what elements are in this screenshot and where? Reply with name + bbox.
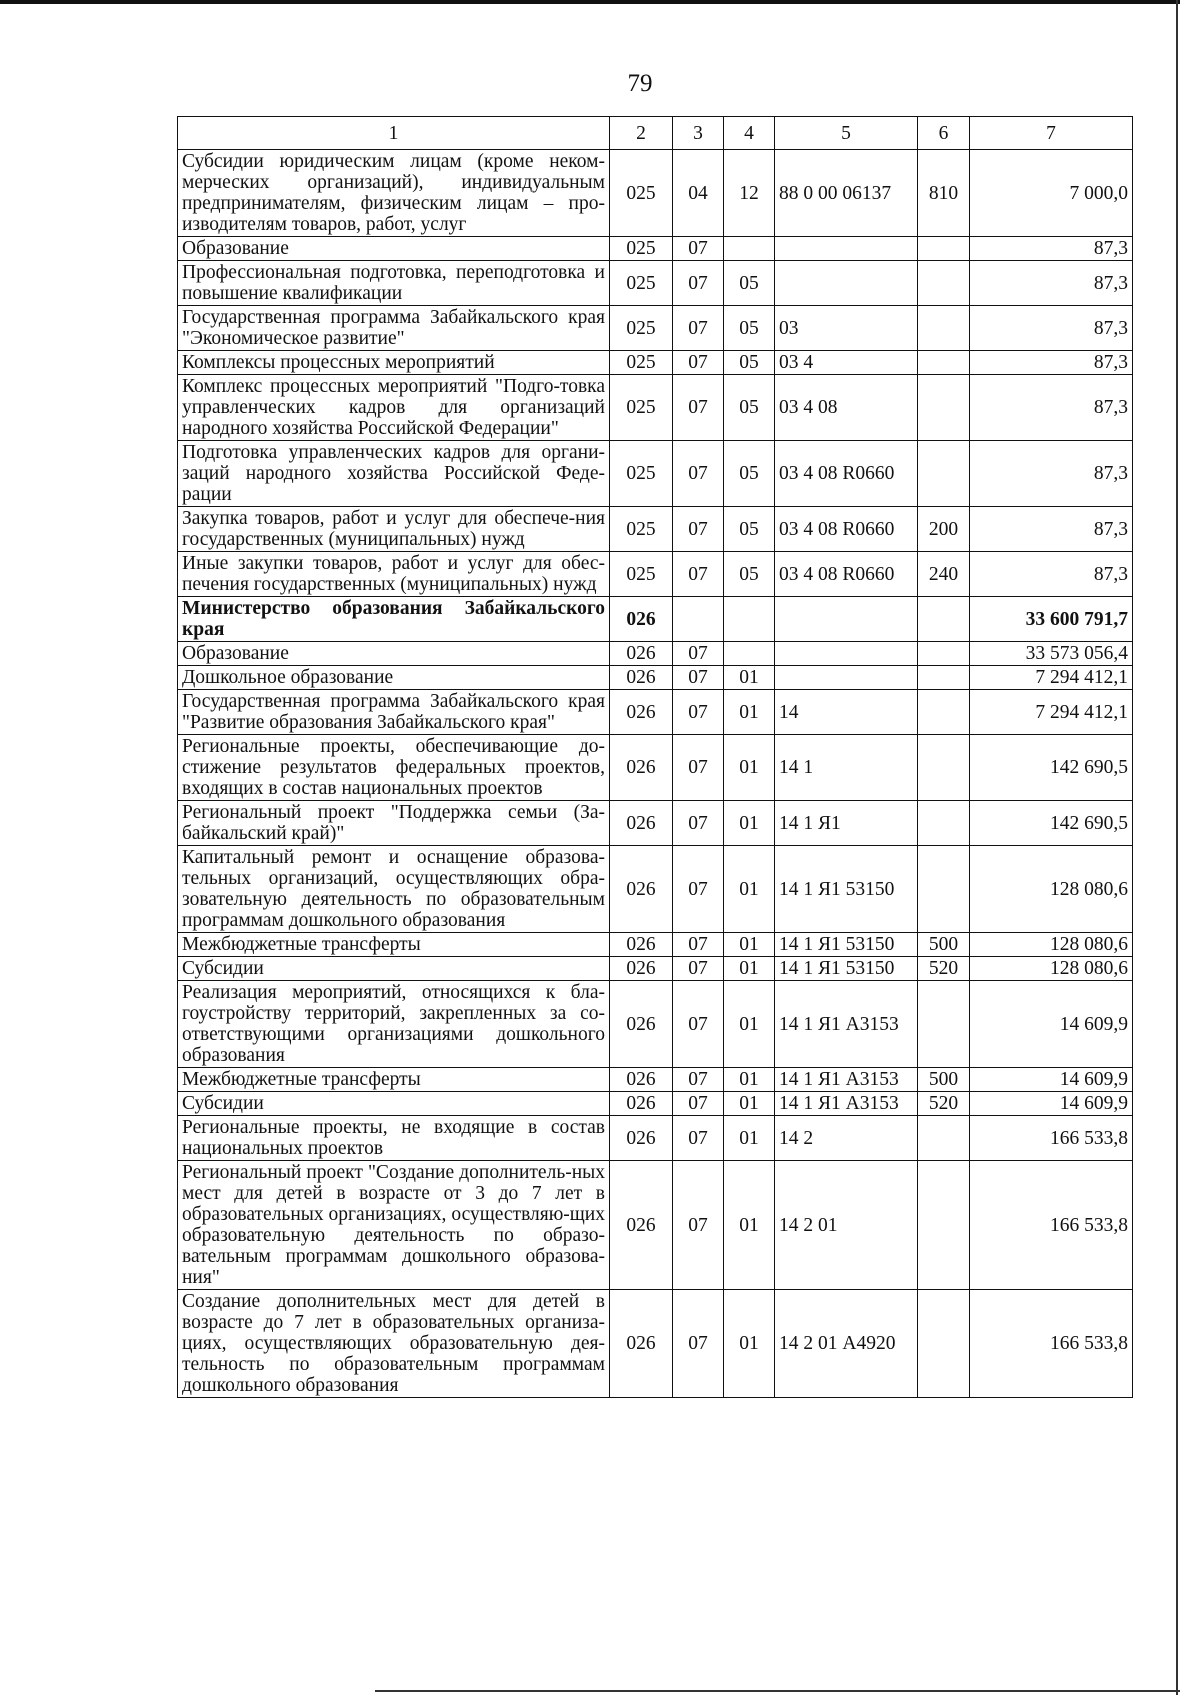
row-grbs: 025 (610, 150, 673, 237)
row-section: 07 (673, 237, 724, 261)
row-subsection: 05 (724, 441, 775, 507)
row-expense-type: 520 (918, 957, 970, 981)
row-name: Субсидии (178, 957, 610, 981)
budget-table (177, 116, 1133, 1398)
row-grbs: 026 (610, 957, 673, 981)
row-target-article: 14 1 Я1 53150 (775, 846, 918, 933)
row-expense-type (918, 735, 970, 801)
row-name: Государственная программа Забайкальского края "Развитие образования Забайкальского края" (178, 690, 610, 735)
row-amount: 7 294 412,1 (970, 666, 1133, 690)
table-row (178, 441, 1133, 507)
row-amount: 166 533,8 (970, 1290, 1133, 1398)
row-grbs: 026 (610, 933, 673, 957)
row-target-article: 88 0 00 06137 (775, 150, 918, 237)
page-border-right (1176, 0, 1178, 1695)
row-target-article (775, 237, 918, 261)
table-row (178, 933, 1133, 957)
table-row (178, 666, 1133, 690)
row-amount: 87,3 (970, 375, 1133, 441)
table-row (178, 981, 1133, 1068)
row-expense-type (918, 441, 970, 507)
row-expense-type (918, 351, 970, 375)
table-row (178, 846, 1133, 933)
row-section: 07 (673, 735, 724, 801)
row-grbs: 025 (610, 237, 673, 261)
row-grbs: 026 (610, 801, 673, 846)
row-subsection (724, 642, 775, 666)
row-section: 07 (673, 981, 724, 1068)
row-expense-type (918, 375, 970, 441)
row-expense-type (918, 306, 970, 351)
row-subsection: 01 (724, 1161, 775, 1290)
row-target-article (775, 597, 918, 642)
row-subsection: 01 (724, 1116, 775, 1161)
row-grbs: 025 (610, 261, 673, 306)
row-amount: 7 294 412,1 (970, 690, 1133, 735)
row-name: Дошкольное образование (178, 666, 610, 690)
row-subsection: 01 (724, 846, 775, 933)
row-grbs: 026 (610, 735, 673, 801)
row-name: Капитальный ремонт и оснащение образова-тельных организаций, осуществляющих обра-зовательную деятельность по образовательным программам дошкольного образования (178, 846, 610, 933)
row-expense-type: 500 (918, 1068, 970, 1092)
row-name: Создание дополнительных мест для детей в возрасте до 7 лет в образовательных организа-циях, осуществляющих образовательную дея-тельность по образовательным программам дошкольного образования (178, 1290, 610, 1398)
row-target-article: 03 (775, 306, 918, 351)
row-amount: 128 080,6 (970, 846, 1133, 933)
column-header: 5 (775, 117, 918, 150)
table-row (178, 507, 1133, 552)
row-subsection: 01 (724, 690, 775, 735)
row-amount: 33 573 056,4 (970, 642, 1133, 666)
row-section: 07 (673, 306, 724, 351)
row-grbs: 025 (610, 441, 673, 507)
row-subsection: 05 (724, 351, 775, 375)
row-subsection: 05 (724, 375, 775, 441)
row-target-article: 03 4 08 R0660 (775, 507, 918, 552)
row-grbs: 025 (610, 306, 673, 351)
row-section: 07 (673, 690, 724, 735)
row-amount: 14 609,9 (970, 1092, 1133, 1116)
row-expense-type (918, 597, 970, 642)
row-subsection: 05 (724, 261, 775, 306)
row-expense-type (918, 666, 970, 690)
row-section: 04 (673, 150, 724, 237)
column-header: 7 (970, 117, 1133, 150)
row-target-article: 14 1 (775, 735, 918, 801)
row-expense-type (918, 801, 970, 846)
row-subsection: 01 (724, 957, 775, 981)
row-name: Региональные проекты, обеспечивающие до-стижение результатов федеральных проектов, входящих в состав национальных проектов (178, 735, 610, 801)
table-row (178, 237, 1133, 261)
row-grbs: 026 (610, 1161, 673, 1290)
row-amount: 14 609,9 (970, 981, 1133, 1068)
table-row (178, 1092, 1133, 1116)
column-header: 4 (724, 117, 775, 150)
row-expense-type (918, 981, 970, 1068)
row-section: 07 (673, 846, 724, 933)
row-target-article: 03 4 08 R0660 (775, 441, 918, 507)
row-name: Подготовка управленческих кадров для органи-заций народного хозяйства Российской Феде-рации (178, 441, 610, 507)
row-target-article (775, 642, 918, 666)
table-row (178, 1068, 1133, 1092)
row-subsection: 12 (724, 150, 775, 237)
column-header: 6 (918, 117, 970, 150)
table-row (178, 351, 1133, 375)
row-subsection: 05 (724, 306, 775, 351)
row-name: Профессиональная подготовка, переподготовка и повышение квалификации (178, 261, 610, 306)
row-subsection (724, 597, 775, 642)
row-amount: 7 000,0 (970, 150, 1133, 237)
row-grbs: 026 (610, 690, 673, 735)
row-grbs: 026 (610, 597, 673, 642)
row-grbs: 026 (610, 1068, 673, 1092)
row-name: Образование (178, 642, 610, 666)
row-section: 07 (673, 375, 724, 441)
table-row (178, 150, 1133, 237)
row-name: Образование (178, 237, 610, 261)
row-section (673, 597, 724, 642)
row-target-article: 03 4 08 (775, 375, 918, 441)
row-expense-type (918, 846, 970, 933)
row-section: 07 (673, 1092, 724, 1116)
row-amount: 142 690,5 (970, 735, 1133, 801)
row-name: Комплексы процессных мероприятий (178, 351, 610, 375)
table-row (178, 735, 1133, 801)
row-target-article: 14 1 Я1 А3153 (775, 1068, 918, 1092)
row-section: 07 (673, 351, 724, 375)
row-target-article: 14 1 Я1 53150 (775, 933, 918, 957)
row-name: Закупка товаров, работ и услуг для обеспече-ния государственных (муниципальных) нужд (178, 507, 610, 552)
row-grbs: 026 (610, 846, 673, 933)
row-amount: 87,3 (970, 351, 1133, 375)
table-row (178, 690, 1133, 735)
row-target-article: 14 2 01 А4920 (775, 1290, 918, 1398)
row-amount: 87,3 (970, 507, 1133, 552)
row-section: 07 (673, 642, 724, 666)
row-grbs: 025 (610, 507, 673, 552)
row-name: Иные закупки товаров, работ и услуг для обес-печения государственных (муниципальных) нужд (178, 552, 610, 597)
row-grbs: 026 (610, 642, 673, 666)
row-amount: 33 600 791,7 (970, 597, 1133, 642)
row-subsection: 01 (724, 735, 775, 801)
row-grbs: 025 (610, 375, 673, 441)
row-section: 07 (673, 957, 724, 981)
page-border-bottom (375, 1690, 1180, 1692)
table-header-row (178, 117, 1133, 150)
row-subsection: 01 (724, 1068, 775, 1092)
row-target-article: 14 2 01 (775, 1161, 918, 1290)
row-grbs: 025 (610, 552, 673, 597)
table-row (178, 1290, 1133, 1398)
column-header: 3 (673, 117, 724, 150)
row-subsection: 01 (724, 666, 775, 690)
row-subsection: 05 (724, 552, 775, 597)
column-header: 2 (610, 117, 673, 150)
row-amount: 87,3 (970, 306, 1133, 351)
row-amount: 87,3 (970, 552, 1133, 597)
row-expense-type: 200 (918, 507, 970, 552)
row-name: Региональный проект "Поддержка семьи (За-байкальский край)" (178, 801, 610, 846)
row-expense-type (918, 261, 970, 306)
table-row (178, 642, 1133, 666)
row-expense-type: 810 (918, 150, 970, 237)
row-name: Министерство образования Забайкальского края (178, 597, 610, 642)
row-amount: 87,3 (970, 261, 1133, 306)
row-subsection: 01 (724, 1290, 775, 1398)
row-expense-type (918, 1161, 970, 1290)
row-target-article (775, 666, 918, 690)
row-amount: 87,3 (970, 441, 1133, 507)
row-amount: 87,3 (970, 237, 1133, 261)
row-target-article: 14 2 (775, 1116, 918, 1161)
row-subsection: 05 (724, 507, 775, 552)
row-target-article: 14 1 Я1 (775, 801, 918, 846)
row-target-article: 03 4 (775, 351, 918, 375)
row-name: Реализация мероприятий, относящихся к бла-гоустройству территорий, закрепленных за со-ответствующими организациями дошкольного образования (178, 981, 610, 1068)
column-header: 1 (178, 117, 610, 150)
row-name: Региональный проект "Создание дополнитель-ных мест для детей в возрасте от 3 до 7 лет в образовательных организациях, осуществляю-щих образовательную деятельность по образо-вательным программам дошкольного образова-ния" (178, 1161, 610, 1290)
row-name: Субсидии юридическим лицам (кроме неком-мерческих организаций), индивидуальным предпринимателям, физическим лицам – про-изводителям товаров, работ, услуг (178, 150, 610, 237)
row-section: 07 (673, 441, 724, 507)
row-expense-type: 520 (918, 1092, 970, 1116)
row-subsection: 01 (724, 933, 775, 957)
row-target-article: 03 4 08 R0660 (775, 552, 918, 597)
table-row (178, 597, 1133, 642)
row-grbs: 025 (610, 351, 673, 375)
row-grbs: 026 (610, 1092, 673, 1116)
row-section: 07 (673, 1116, 724, 1161)
row-amount: 14 609,9 (970, 1068, 1133, 1092)
row-name: Межбюджетные трансферты (178, 933, 610, 957)
row-section: 07 (673, 552, 724, 597)
row-grbs: 026 (610, 981, 673, 1068)
row-amount: 128 080,6 (970, 957, 1133, 981)
row-name: Межбюджетные трансферты (178, 1068, 610, 1092)
row-name: Государственная программа Забайкальского края "Экономическое развитие" (178, 306, 610, 351)
page-number: 79 (627, 70, 653, 97)
row-section: 07 (673, 507, 724, 552)
row-section: 07 (673, 666, 724, 690)
row-expense-type (918, 642, 970, 666)
row-subsection (724, 237, 775, 261)
row-section: 07 (673, 1161, 724, 1290)
row-expense-type (918, 1116, 970, 1161)
table-row (178, 801, 1133, 846)
table-row (178, 1116, 1133, 1161)
table-row (178, 552, 1133, 597)
page-border-top (0, 0, 1180, 4)
table-row (178, 261, 1133, 306)
row-name: Региональные проекты, не входящие в состав национальных проектов (178, 1116, 610, 1161)
row-subsection: 01 (724, 1092, 775, 1116)
row-grbs: 026 (610, 666, 673, 690)
row-expense-type: 240 (918, 552, 970, 597)
row-amount: 128 080,6 (970, 933, 1133, 957)
row-subsection: 01 (724, 801, 775, 846)
row-section: 07 (673, 1290, 724, 1398)
row-target-article: 14 (775, 690, 918, 735)
table-row (178, 957, 1133, 981)
row-target-article (775, 261, 918, 306)
table-row (178, 375, 1133, 441)
row-expense-type (918, 690, 970, 735)
table-row (178, 306, 1133, 351)
row-section: 07 (673, 261, 724, 306)
table-body (178, 150, 1133, 1398)
row-expense-type (918, 1290, 970, 1398)
row-section: 07 (673, 801, 724, 846)
row-amount: 166 533,8 (970, 1116, 1133, 1161)
row-subsection: 01 (724, 981, 775, 1068)
row-section: 07 (673, 933, 724, 957)
row-grbs: 026 (610, 1290, 673, 1398)
row-amount: 142 690,5 (970, 801, 1133, 846)
row-name: Комплекс процессных мероприятий "Подго-товка управленческих кадров для организаций народного хозяйства Российской Федерации" (178, 375, 610, 441)
row-target-article: 14 1 Я1 А3153 (775, 981, 918, 1068)
row-name: Субсидии (178, 1092, 610, 1116)
row-amount: 166 533,8 (970, 1161, 1133, 1290)
row-target-article: 14 1 Я1 А3153 (775, 1092, 918, 1116)
row-grbs: 026 (610, 1116, 673, 1161)
table-row (178, 1161, 1133, 1290)
row-target-article: 14 1 Я1 53150 (775, 957, 918, 981)
row-expense-type: 500 (918, 933, 970, 957)
row-section: 07 (673, 1068, 724, 1092)
row-expense-type (918, 237, 970, 261)
